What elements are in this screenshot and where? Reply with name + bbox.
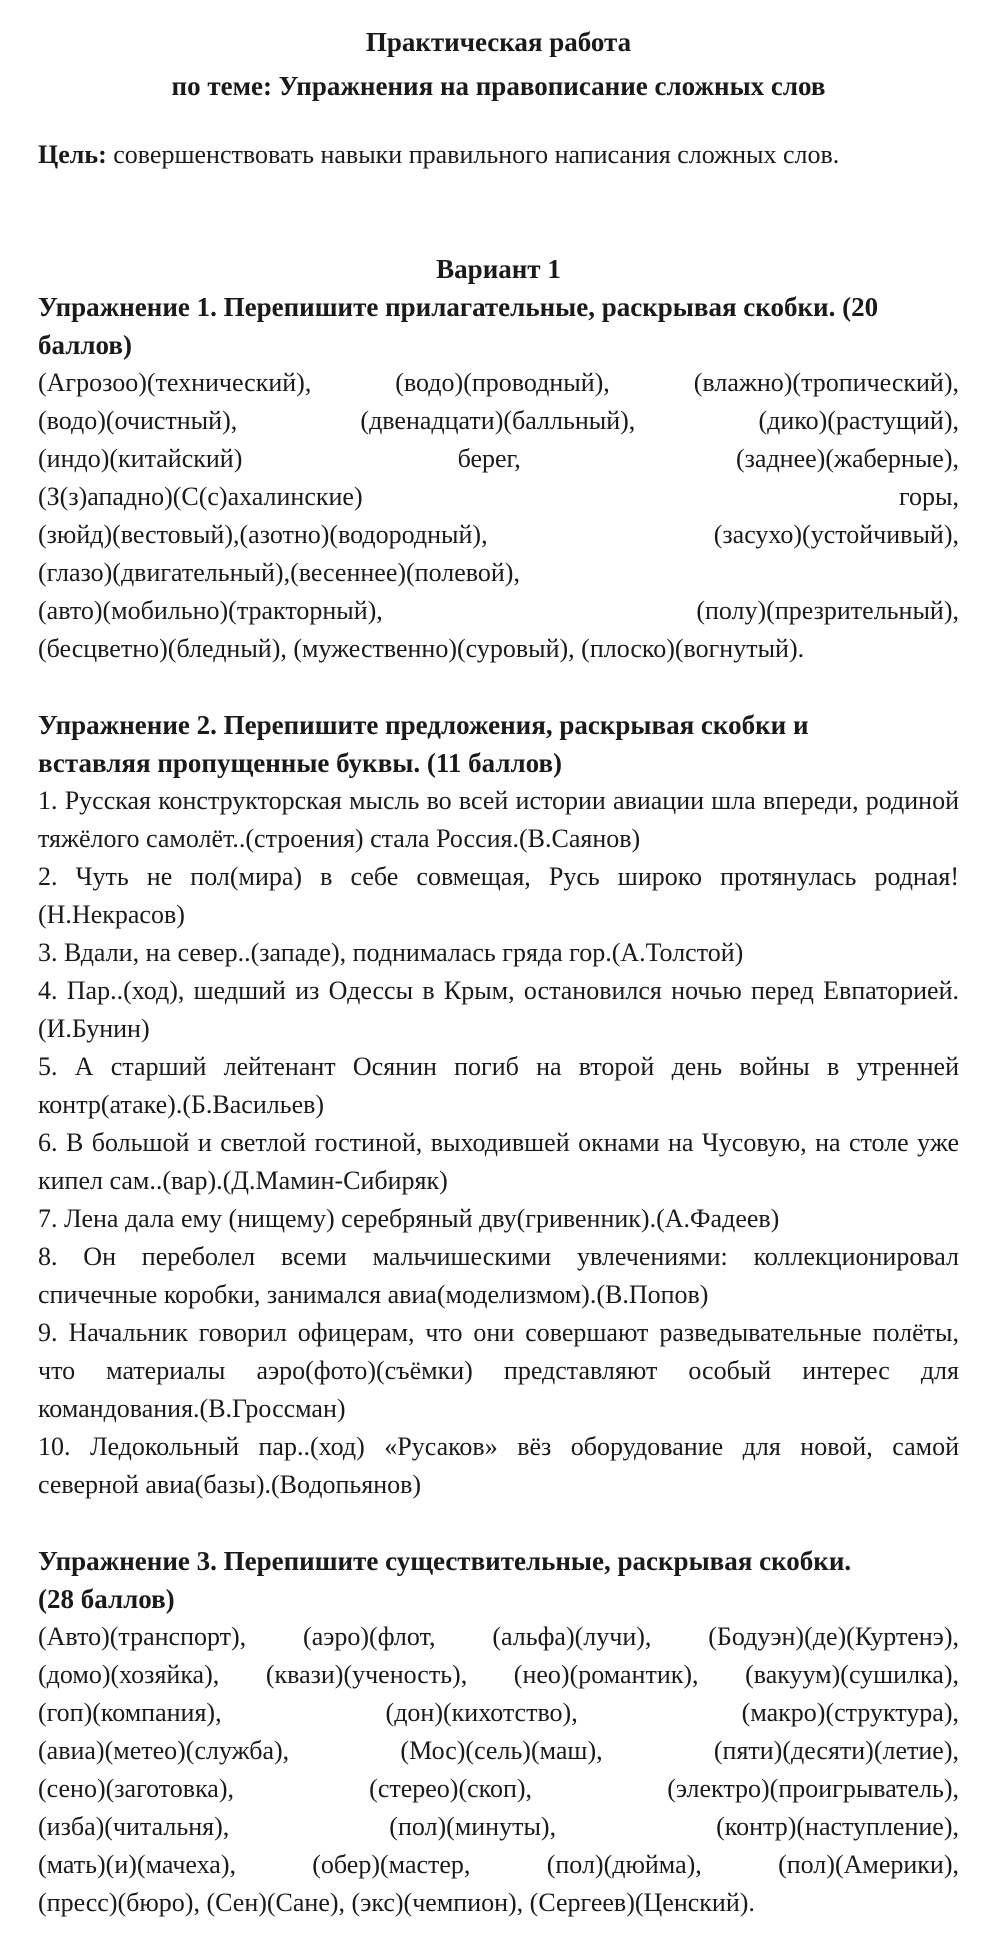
exercise-1-word-list — [38, 364, 959, 668]
exercise-1-line: (глазо)(двигательный),(весеннее)(полевой), — [38, 558, 520, 587]
exercise-3-heading-line2: (28 баллов) — [38, 1584, 175, 1614]
exercise-1-heading-line2: баллов) — [38, 330, 132, 360]
exercise-2-heading-line1: Упражнение 2. Перепишите предложения, раскрывая скобки и — [38, 710, 809, 740]
exercise-2-sentence: 1. Русская конструкторская мысль во всей истории авиации шла впереди, родиной тяжёлого самолёт..(строения) стала Россия.(В.Саянов) — [38, 786, 959, 853]
exercise-3-line: (домо)(хозяйка), (квази)(ученость), (нео)(романтик), (вакуум)(сушилка), — [38, 1660, 959, 1689]
exercise-3-heading-line1: Упражнение 3. Перепишите существительные, раскрывая скобки. — [38, 1546, 852, 1576]
exercise-3 — [38, 1542, 959, 1922]
exercise-1-line: (авто)(мобильно)(тракторный), (полу)(презрительный), — [38, 596, 959, 625]
exercise-3-line: (мать)(и)(мачеха), (обер)(мастер, (пол)(дюйма), (пол)(Америки), — [38, 1850, 959, 1879]
exercise-2-sentence: 7. Лена дала ему (нищему) серебряный дву(гривенник).(А.Фадеев) — [38, 1204, 780, 1233]
exercise-1-line: (водо)(очистный), (двенадцати)(балльный), (дико)(растущий), — [38, 406, 959, 435]
exercise-1 — [38, 288, 959, 668]
exercise-3-line: (авиа)(метео)(служба), (Мос)(сель)(маш), (пяти)(десяти)(летие), — [38, 1736, 959, 1765]
exercise-3-line: (изба)(читальня), (пол)(минуты), (контр)(наступление), — [38, 1812, 959, 1841]
document-title-line1: Практическая работа — [365, 27, 632, 57]
exercise-2-sentence: 8. Он переболел всеми мальчишескими увлечениями: коллекционировал спичечные коробки, занимался авиа(моделизмом).(В.Попов) — [38, 1242, 959, 1309]
variant-heading: Вариант 1 — [436, 254, 561, 284]
exercise-2-sentence: 10. Ледокольный пар..(ход) «Русаков» вёз оборудование для новой, самой северной авиа(базы).(Водопьянов) — [38, 1432, 959, 1499]
exercise-2-sentence: 5. А старший лейтенант Осянин погиб на второй день войны в утренней контр(атаке).(Б.Васильев) — [38, 1052, 959, 1119]
goal-statement — [38, 136, 959, 174]
exercise-3-line: (сено)(заготовка), (стерео)(скоп), (электро)(проигрыватель), — [38, 1774, 959, 1803]
exercise-2-sentence-list — [38, 782, 959, 1504]
exercise-1-line: (индо)(китайский) берег, (заднее)(жаберные), — [38, 444, 959, 473]
exercise-3-word-list — [38, 1618, 959, 1922]
exercise-1-line: (Агрозоо)(технический), (водо)(проводный), (влажно)(тропический), — [38, 368, 959, 397]
exercise-1-line: (зюйд)(вестовый),(азотно)(водородный), (засухо)(устойчивый), — [38, 520, 959, 549]
exercise-1-heading-line1: Упражнение 1. Перепишите прилагательные, раскрывая скобки. (20 — [38, 292, 879, 322]
goal-text: совершенствовать навыки правильного написания сложных слов. — [106, 140, 840, 169]
goal-label: Цель: — [38, 140, 107, 169]
exercise-2-sentence: 4. Пар..(ход), шедший из Одессы в Крым, остановился ночью перед Евпаторией.(И.Бунин) — [38, 976, 959, 1043]
exercise-2 — [38, 706, 959, 1504]
exercise-2-sentence: 6. В большой и светлой гостиной, выходившей окнами на Чусовую, на столе уже кипел сам..(вар).(Д.Мамин-Сибиряк) — [38, 1128, 959, 1195]
exercise-3-line: (пресс)(бюро), (Сен)(Сане), (экс)(чемпион), (Сергеев)(Ценский). — [38, 1888, 755, 1917]
exercise-3-line: (гоп)(компания), (дон)(кихотство), (макро)(структура), — [38, 1698, 959, 1727]
document-title-line2: по теме: Упражнения на правописание сложных слов — [171, 71, 826, 101]
exercise-2-heading-line2: вставляя пропущенные буквы. (11 баллов) — [38, 748, 563, 778]
exercise-2-sentence: 2. Чуть не пол(мира) в себе совмещая, Русь широко протянулась родная! (Н.Некрасов) — [38, 862, 959, 929]
exercise-3-line: (Авто)(транспорт), (аэро)(флот, (альфа)(лучи), (Бодуэн)(де)(Куртенэ), — [38, 1622, 959, 1651]
exercise-1-line: (З(з)ападно)(С(с)ахалинские) горы, — [38, 482, 959, 511]
exercise-2-sentence: 3. Вдали, на север..(западе), поднималась гряда гор.(А.Толстой) — [38, 938, 744, 967]
exercise-1-line: (бесцветно)(бледный), (мужественно)(суровый), (плоско)(вогнутый). — [38, 634, 805, 663]
exercise-2-sentence: 9. Начальник говорил офицерам, что они совершают разведывательные полёты, что материалы аэро(фото)(съёмки) представляют особый интерес для командования.(В.Гроссман) — [38, 1318, 959, 1423]
